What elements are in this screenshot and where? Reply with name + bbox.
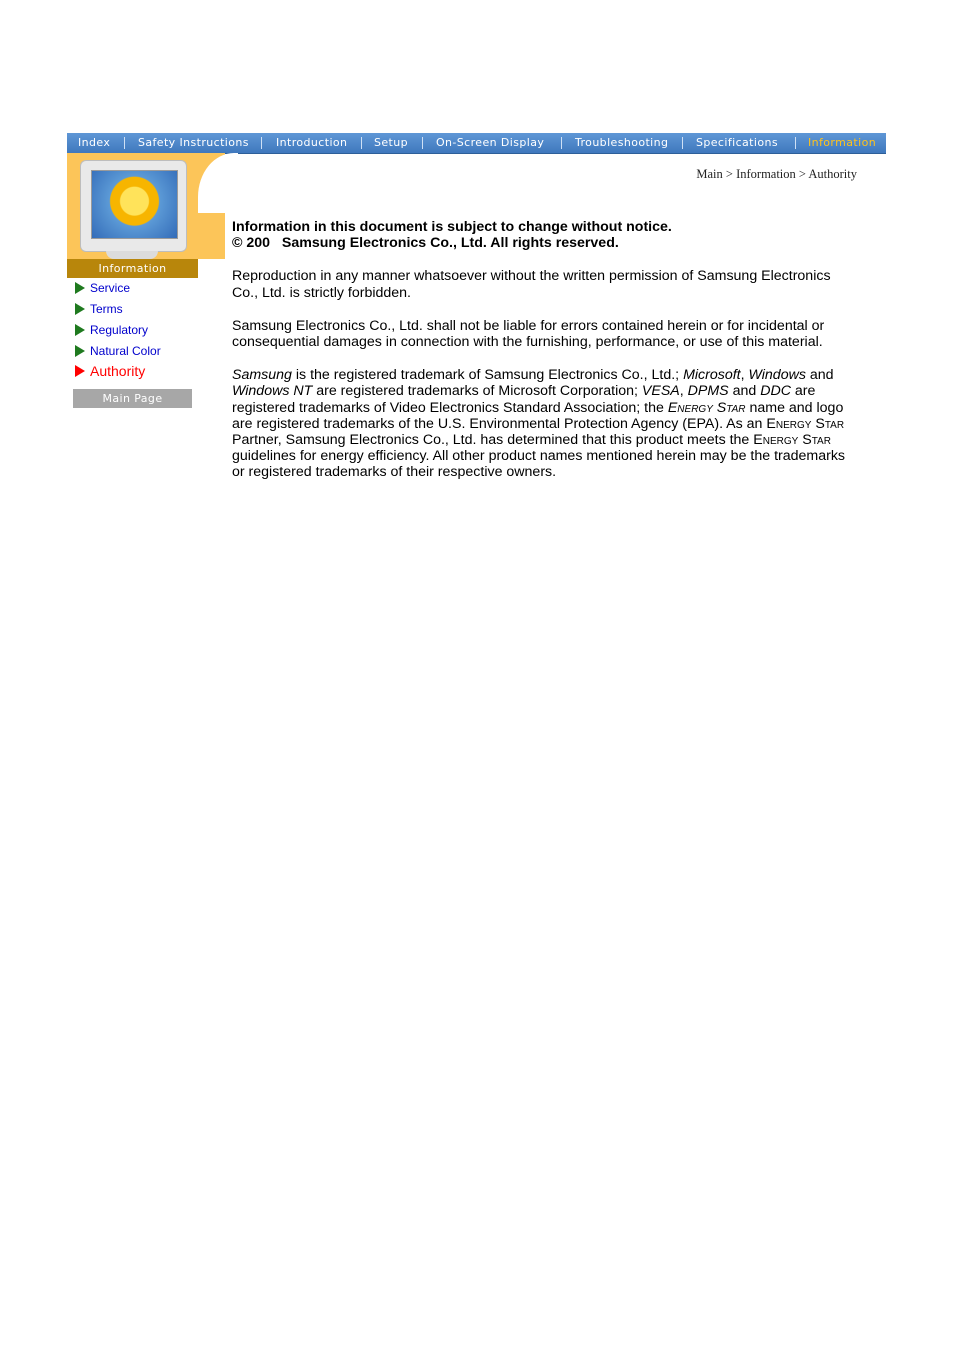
tm-microsoft: Microsoft: [683, 367, 741, 384]
tm-text: guidelines for energy efficiency. All other product names mentioned herein may be the trademarks or registered trademarks of their respective owners.: [232, 448, 846, 481]
nav-separator: [261, 137, 262, 149]
tm-text: name and logo are registered trademarks of the U.S. Environmental Protection Agency (EPA). As an: [232, 399, 844, 432]
tm-text: ,: [679, 383, 688, 400]
tm-text: ,: [740, 367, 749, 384]
tm-energy-star: Energy Star: [766, 415, 845, 432]
tm-energy-star: Energy Star: [667, 399, 746, 416]
triangle-right-icon: [75, 365, 85, 377]
nav-separator: [361, 137, 362, 149]
sidebar-item-regulatory[interactable]: [75, 322, 148, 338]
notice-line-1: Information in this document is subject to change without notice.: [232, 219, 672, 235]
tm-text: is the registered trademark of Samsung Electronics Co., Ltd.;: [291, 367, 684, 384]
nav-safety-instructions[interactable]: Safety Instructions: [138, 136, 249, 149]
sidebar-item-label: Authority: [90, 363, 146, 379]
nav-separator: [561, 137, 562, 149]
triangle-right-icon: [75, 282, 85, 294]
tm-dpms: DPMS: [687, 383, 729, 400]
tm-text: Partner, Samsung Electronics Co., Ltd. has determined that this product meets the: [232, 432, 754, 449]
sidebar-item-natural-color[interactable]: [75, 343, 161, 359]
nav-setup[interactable]: Setup: [374, 136, 409, 149]
sidebar-item-terms[interactable]: [75, 301, 123, 317]
tm-ddc: DDC: [760, 383, 791, 400]
top-nav-bar: [67, 133, 886, 154]
liability-paragraph: Samsung Electronics Co., Ltd. shall not be liable for errors contained herein or for incidental or consequential damages in connection with the furnishing, performance, or use of this material.: [232, 317, 825, 351]
tm-samsung: Samsung: [232, 367, 292, 384]
tm-windows-nt: Windows NT: [232, 383, 313, 400]
main-page-button[interactable]: Main Page: [73, 389, 192, 408]
nav-specifications[interactable]: Specifications: [696, 136, 778, 149]
monitor-stand-image: [106, 251, 158, 259]
triangle-right-icon: [75, 345, 85, 357]
tm-energy-star: Energy Star: [753, 432, 831, 449]
nav-on-screen-display[interactable]: On-Screen Display: [436, 136, 545, 149]
nav-separator: [795, 137, 796, 149]
triangle-right-icon: [75, 303, 85, 315]
tm-vesa: VESA: [641, 383, 680, 400]
sidebar-item-label: Service: [90, 281, 131, 295]
flower-screen-image: [91, 170, 178, 239]
triangle-right-icon: [75, 324, 85, 336]
sidebar-section-label: Information: [67, 259, 198, 278]
nav-separator: [124, 137, 125, 149]
sidebar-item-label: Regulatory: [90, 323, 149, 337]
nav-separator: [682, 137, 683, 149]
tm-windows: Windows: [748, 367, 806, 384]
breadcrumb: Main > Information > Authority: [696, 167, 857, 181]
tm-text: are registered trademarks of Video Electronics Standard Association; the: [232, 383, 816, 416]
sidebar-item-label: Terms: [90, 302, 123, 316]
monitor-image: [80, 160, 187, 252]
nav-introduction[interactable]: Introduction: [276, 136, 348, 149]
sidebar-item-authority[interactable]: [75, 363, 145, 379]
notice-line-2: © 200 Samsung Electronics Co., Ltd. All rights reserved.: [232, 235, 619, 252]
notice-paragraph: [232, 219, 857, 251]
nav-information[interactable]: Information: [808, 136, 877, 149]
main-content: [232, 219, 857, 498]
nav-index[interactable]: Index: [78, 136, 111, 149]
sidebar-item-label: Natural Color: [90, 344, 161, 358]
trademark-paragraph: [232, 367, 857, 480]
tm-text: and: [805, 367, 834, 384]
tm-text: and: [728, 383, 761, 400]
tm-text: are registered trademarks of Microsoft Corporation;: [312, 383, 642, 400]
reproduction-paragraph: Reproduction in any manner whatsoever without the written permission of Samsung Electronics Co., Ltd. is strictly forbidden.: [232, 268, 831, 301]
nav-separator: [422, 137, 423, 149]
sidebar-item-service[interactable]: [75, 280, 130, 296]
nav-troubleshooting[interactable]: Troubleshooting: [575, 136, 669, 149]
